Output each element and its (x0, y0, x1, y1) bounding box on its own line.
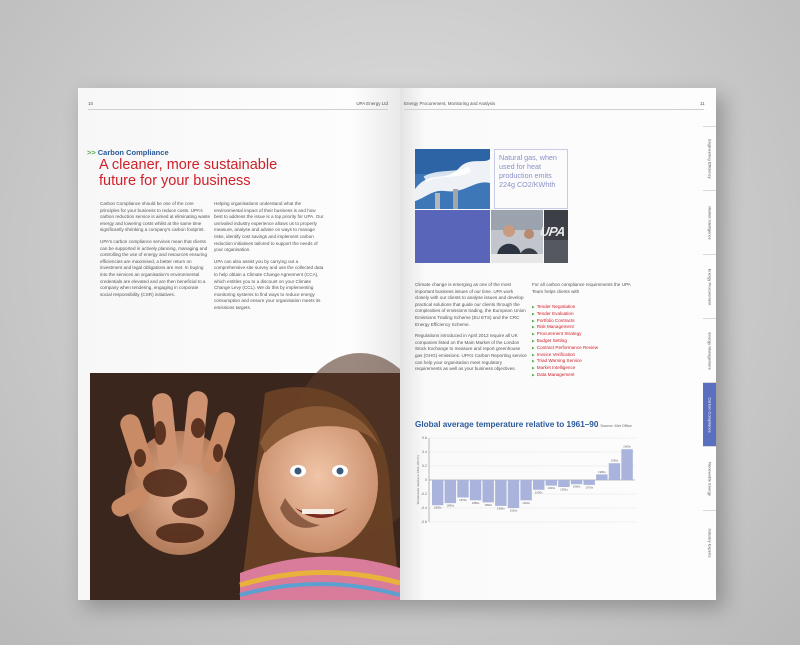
bar-1860s (445, 480, 456, 503)
y-axis-label: Temperature relative to 1961–90 (°C) (416, 455, 420, 505)
list-item: ▶ Data Management (532, 372, 598, 379)
smokestack-sky-image (415, 149, 490, 209)
category-label-1870s: 1870s (459, 498, 467, 502)
right-header-rule (404, 109, 704, 110)
paragraph: UPA’s carbon compliance services mean that clients can be supported in actively planning, managing and controlling the use of energy and resources ensuring efficiencies are maximised, a better return on investment and legal obligations are met. In buying into the services an organisation’s environmental credentials are elevated and are then beneficial to a company when tendering, engaging in corporate social responsibility (CSR) initiatives. (100, 238, 208, 297)
list-item: ▶ Market Intelligence (532, 365, 598, 372)
bar-1880s (470, 480, 481, 500)
paragraph: Climate change is emerging as one of the most important business issues of our time. UPA work closely with our clients to analyse issues and develop practical solutions that guide our clients through the complexities of emissions trading, the European Union Emissions Trading Scheme (EU ETS) and the CRC Energy Efficiency Scheme. (415, 282, 526, 327)
chart-title (415, 420, 632, 429)
left-body-col1 (100, 201, 211, 303)
section-kicker-label: Carbon Compliance (97, 148, 169, 157)
list-item: ▶ Tender Evaluation (532, 311, 598, 318)
tab-label: Engineering Efficiency (707, 138, 712, 179)
paragraph: Helping organisations understand what the environmental impact of their business is and how best to address the issue is a top priority for UPA. Our unrivaled industry experience allows us to properly measure, analyse and advise on ways to manage risks, identify cost savings and implement carbon reduction initiatives tailored to support the needs of your organisation. (214, 201, 324, 253)
tab-energy-procurement[interactable] (703, 254, 716, 318)
tab-label: Energy Management (707, 331, 712, 370)
left-running-header: UPA Energy Ltd (356, 101, 388, 106)
paragraph: UPA can also assist you by carrying out a comprehensive site survey and use the collected data to help obtain a Climate Change Agreement (CCA), which entitles you to a discount on your Climate Change Levy (CCL). We do this by implementing monitoring systems to find ways to reduce energy consumption and ensure your organisation meets its emissions targets. (214, 258, 324, 310)
category-label-1860s: 1860s (446, 503, 455, 508)
list-item: ▶ Tender Negotiation (532, 304, 598, 311)
category-label-1880s: 1880s (471, 500, 480, 505)
bar-1930s (533, 480, 544, 490)
tab-renewable-energy[interactable] (703, 446, 716, 510)
right-body-col2-intro: For all carbon compliance requirements the UPA Team helps clients with (532, 282, 631, 294)
y-tick-label: 0.4 (422, 450, 427, 455)
list-item: ▶ Budget Setting (532, 338, 598, 345)
right-body-col1 (415, 282, 528, 378)
bar-1870s (457, 480, 468, 498)
chevron-right-icon: >> (87, 148, 96, 157)
services-list (532, 304, 598, 379)
paragraph: Regulations introduced in April 2013 require all UK companies listed on the Main Market of the London Stock Exchange to measure and report greenhouse gas (GHG) emissions. UPA’s Carbon Reporting service can help your organisation meet regulatory requirements as well as your business objectives. (415, 333, 527, 372)
child-chocolate-hand-photo (90, 373, 400, 600)
business-meeting-image (491, 210, 543, 263)
meeting-illustration (491, 210, 543, 263)
tab-label: Industry Experts (707, 528, 712, 557)
bar-1960s (571, 480, 582, 484)
tab-label: Renewable Energy (707, 461, 712, 496)
category-label-1930s: 1930s (534, 490, 543, 495)
bar-1970s (584, 480, 595, 485)
bar-1890s (483, 480, 494, 502)
pull-quote: Natural gas, when used for heat production emits 224g CO2/KWhth (494, 149, 568, 209)
section-kicker (87, 148, 169, 157)
category-label-1950s: 1950s (560, 487, 568, 492)
list-item: ▶ Contract Performance Review (532, 345, 598, 352)
child-photo-illustration (90, 373, 400, 600)
temperature-bar-chart (405, 432, 645, 528)
category-label-1970s: 1970s (585, 485, 594, 490)
upa-logo-text: UPA (538, 224, 567, 239)
right-page-number: 11 (700, 101, 705, 106)
tab-carbon-compliance[interactable] (703, 382, 716, 446)
category-label-1910s: 1910s (509, 508, 518, 513)
category-label-1920s: 1920s (522, 500, 530, 505)
page-headline: A cleaner, more sustainable future for your business (99, 157, 278, 189)
list-item: ▶ Portfolio Contracts (532, 318, 598, 325)
y-tick-label: 0.6 (422, 436, 427, 441)
bar-1990s (609, 463, 620, 480)
tab-market-intelligence[interactable] (703, 190, 716, 254)
category-label-2000s: 2000s (623, 444, 631, 449)
chart-source: Source: Met Office (600, 424, 632, 428)
tab-engineering-efficiency[interactable] (703, 126, 716, 190)
bar-1910s (508, 480, 519, 508)
y-tick-label: -0.2 (420, 492, 427, 497)
right-running-header: Energy Procurement, Monitoring and Analysis (404, 101, 496, 106)
category-label-1900s: 1900s (497, 506, 505, 511)
bar-1900s (495, 480, 506, 506)
smokestack-illustration (415, 149, 490, 209)
left-header-rule (88, 109, 388, 110)
category-label-1960s: 1960s (572, 484, 581, 489)
bar-1920s (520, 480, 531, 500)
category-label-1980s: 1980s (598, 469, 606, 474)
category-label-1890s: 1890s (484, 502, 493, 507)
tab-label: Market Intelligence (707, 205, 712, 240)
bar-1850s (432, 480, 443, 505)
category-label-1940s: 1940s (547, 486, 556, 491)
list-item: ▶ Procurement Strategy (532, 331, 598, 338)
paragraph: Carbon Compliance should be one of the core principles for your business to reduce costs. UPA’s carbon reduction service is aimed at eliminating waste energy and lowering costs whilst at the same time significantly shrinking a company’s carbon footprint. (100, 201, 211, 233)
y-tick-label: 0.2 (422, 464, 427, 469)
blue-block (415, 210, 490, 263)
bar-2000s (621, 449, 632, 480)
category-label-1850s: 1850s (433, 505, 442, 510)
bar-1940s (546, 480, 557, 486)
tab-energy-management[interactable] (703, 318, 716, 382)
list-item: ▶ Triad Warning Service (532, 358, 598, 365)
y-tick-label: 0 (425, 478, 427, 483)
category-label-1990s: 1990s (610, 458, 619, 463)
bar-1980s (596, 474, 607, 480)
left-body-col2 (214, 201, 325, 317)
list-item: ▶ Invoice Verification (532, 352, 598, 359)
y-tick-label: -0.4 (420, 506, 427, 511)
upa-logo (538, 210, 568, 263)
y-tick-label: -0.6 (420, 520, 427, 525)
chart-title-text: Global average temperature relative to 1961–90 (415, 420, 599, 429)
list-item: ▶ Risk Management (532, 324, 598, 331)
tab-industry-experts[interactable] (703, 510, 716, 574)
left-page-number: 10 (88, 101, 94, 106)
tab-label: Carbon Compliance (707, 396, 712, 433)
tab-label: Energy Procurement (707, 268, 712, 305)
bar-1950s (558, 480, 569, 487)
